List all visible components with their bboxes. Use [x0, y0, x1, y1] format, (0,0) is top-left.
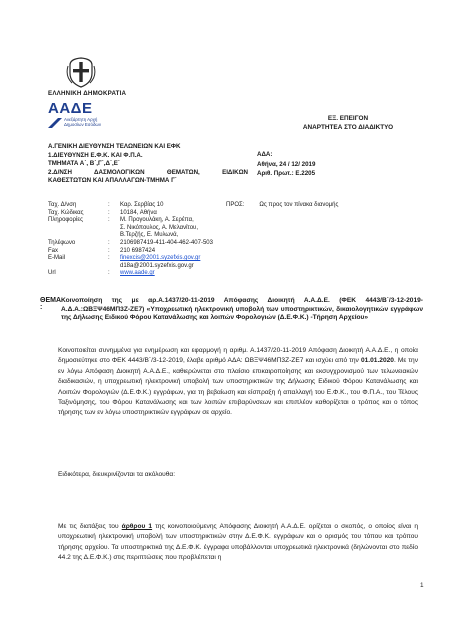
- email-link[interactable]: finexcis@2001.syzefxis.gov.gr: [120, 255, 201, 262]
- contact-row: [48, 240, 240, 248]
- email-secondary: d18a@2001.syzefxis.gov.gr: [120, 262, 194, 269]
- paragraph-text: της κοινοποιούμενης Απόφασης Διοικητή Α.Α.Δ.Ε. ορίζεται ο σκοπός, ο οποίος είναι η υποχρεωτική ηλεκτρονική υποβολή των υποστηρικτικών στην Δ.Ε.Φ.Κ. εγγράφων και ο ορισμός του τόπου και τρόπου τήρησης αρχείου. Τα υποστηρικτικά της Δ.Ε.Φ.Κ. έγγραφα υποβάλλονται υποχρεωτικά ηλεκτρονικά (δηλώνονται στο πεδίο 44.2 της Δ.Ε.Φ.Κ.) στις περιπτώσεις που προβλέπεται η: [58, 523, 418, 562]
- article-reference: άρθρου 1: [121, 523, 153, 530]
- ada-label: ΑΔΑ:: [257, 151, 273, 158]
- greek-emblem-icon: [66, 56, 96, 88]
- contact-label: Τηλέφωνο: [48, 239, 76, 246]
- republic-title: ΕΛΛΗΝΙΚΗ ΔΗΜΟΚΡΑΤΙΑ: [48, 90, 127, 97]
- body-paragraph: [58, 522, 418, 564]
- paragraph-text: . Με την εν λόγω Απόφαση Διοικητή Α.Α.Δ.Ε., καθιερώνεται στο πλαίσιο επικαιροποίησης και εκσυγχρονισμού των τελωνειακών διαδικασιών, η υποχρεωτική ηλεκτρονική υποβολή των υποστηρικτικών της Δήλωσης Ειδικού Φόρου Κατανάλωσης και Λοιπών Φορολογιών (Δ.Ε.Φ.Κ.) εγγράφων, για τη βεβαίωση και είσπραξη ή απαλλαγή του Ε.Φ.Κ., του Φ.Π.Α., του Τέλους Ταξινόμησης, του Φόρου Κατανάλωσης και των λοιπών επιβαρύνσεων και επιπλέον καθορίζεται ο τρόπος και ο τόπος τήρησης των εν λόγω υποστηρικτικών εγγράφων σε αρχείο.: [58, 357, 418, 417]
- paragraph-text: Με τις διατάξεις του: [58, 523, 122, 530]
- aade-acronym: ΑΑΔΕ: [48, 100, 93, 117]
- subject-block: [40, 297, 423, 323]
- aade-swoosh-icon: [48, 117, 62, 129]
- agency-line: 1.ΔΙΕΥΘΥΝΣΗ Ε.Φ.Κ. ΚΑΙ Φ.Π.Α.: [48, 151, 143, 159]
- recipient-value: Ως προς τον πίνακα διανομής: [259, 202, 339, 208]
- ada-block: [257, 150, 315, 179]
- agency-line: 2.Δ/ΝΣΗ ΔΑΣΜΟΛΟΓΙΚΩΝ ΘΕΜΑΤΩΝ, ΕΙΔΙΚΩΝ: [48, 168, 248, 176]
- contact-details: [48, 202, 240, 278]
- document-date: Αθήνα, 24 / 12/ 2019: [257, 160, 316, 168]
- contact-value-line: Μ. Προγουλάκη, Α. Σερέπα,: [120, 217, 194, 224]
- contact-colon: :: [108, 217, 110, 224]
- recipient: [226, 202, 338, 208]
- agency-block: [48, 143, 248, 186]
- protocol-number: Αριθ. Πρωτ.: Ε.2205: [257, 170, 316, 177]
- contact-row: [48, 217, 240, 240]
- contact-colon: :: [108, 202, 110, 208]
- paragraph-text: Κοινοποιείται συνημμένα για ενημέρωση και εφαρμογή η αριθμ. Α.1437/20-11-2019 Απόφαση Διοικητή Α.Α.Δ.Ε., η οποία δημοσιεύτηκε στο ΦΕΚ 4443/Β΄/3-12-2019, έλαβε αριθμό ΑΔΑ: ΩΒΞΨ46ΜΠ3Ζ-ΖΕ7 και ισχύει από την: [58, 347, 418, 365]
- effective-date: 01.01.2020: [360, 357, 394, 365]
- body-paragraph: [58, 346, 418, 419]
- contact-colon: :: [108, 209, 110, 216]
- urgency-label: ΕΞ. ΕΠΕΙΓΟΝ: [327, 115, 369, 122]
- contact-label: Fax: [48, 247, 59, 254]
- body-paragraph: Ειδικότερα, διευκρινίζονται τα ακόλουθα:: [58, 471, 176, 478]
- contact-colon: :: [108, 270, 110, 277]
- contact-colon: :: [108, 247, 110, 254]
- recipient-label: ΠΡΟΣ:: [226, 202, 245, 208]
- page-number: 1: [420, 582, 424, 589]
- email-value: [120, 255, 240, 270]
- agency-line: ΚΑΘΕΣΤΩΤΩΝ ΚΑΙ ΑΠΑΛΛΑΓΩΝ-ΤΜΗΜΑ Γ΄: [48, 177, 177, 185]
- contact-label: Ταχ. Δ/νση: [48, 202, 77, 208]
- subject-label: ΘΕΜΑ :: [40, 297, 61, 311]
- aade-subtitle-line1: Ανεξάρτητη Αρχή: [64, 117, 98, 122]
- contact-row: [48, 255, 240, 270]
- contact-row: [48, 202, 240, 210]
- contact-colon: :: [108, 239, 110, 246]
- contact-label: Πληροφορίες: [48, 217, 83, 224]
- contact-value-line: Σ. Νικόπουλος, Α. Μελανίτου,: [120, 224, 198, 231]
- contact-value-line: Β.Τερζής, Ε. Μυλωνά,: [120, 232, 179, 239]
- contact-value: 10184, Αθήνα: [120, 209, 157, 216]
- aade-logo: [48, 100, 128, 134]
- contact-value: Καρ. Σερβίας 10: [120, 202, 164, 208]
- website-link[interactable]: www.aade.gr: [120, 270, 155, 277]
- contact-label: Ταχ. Κώδικας: [48, 209, 84, 216]
- subject-text: Κοινοποίηση της με αρ.Α.1437/20-11-2019 Απόφασης Διοικητή Α.Α.Δ.Ε. (ΦΕΚ 4443/Β΄/3-12-2019- Α.Δ.Α.:ΩΒΞΨ46ΜΠ3Ζ-ΖΕ7) «Υποχρεωτική ηλεκτρονική υποβολή των υποστηρικτικών, δικαιολογητικών εγγράφων της Δήλωσης Ειδικού Φόρου Κατανάλωσης και λοιπών Φορολογιών (Δ.Ε.Φ.Κ.) -Τήρηση Αρχείου»: [61, 297, 423, 321]
- aade-subtitle-line2: Δημοσίων Εσόδων: [64, 122, 102, 128]
- post-online-label: ΑΝΑΡΤΗΤΕΑ ΣΤΟ ΔΙΑΔΙΚΤΥΟ: [302, 124, 394, 131]
- contact-row: [48, 270, 240, 278]
- url-value: [120, 270, 240, 278]
- contact-value: [120, 217, 240, 240]
- contact-row: [48, 248, 240, 256]
- phone-value: 2106987419-411-404-462-407-503: [120, 239, 213, 246]
- contact-label: E-Mail: [48, 255, 66, 262]
- contact-colon: :: [108, 255, 110, 262]
- agency-line: ΤΜΗΜΑΤΑ Α΄, Β΄,Γ΄,Δ΄,Ε΄: [48, 160, 120, 168]
- fax-value: 210 6987424: [120, 247, 156, 254]
- agency-line: Α.ΓΕΝΙΚΗ ΔΙΕΥΘΥΝΣΗ ΤΕΛΩΝΕΙΩΝ ΚΑΙ ΕΦΚ: [48, 143, 181, 150]
- urgency-block: [298, 114, 398, 132]
- contact-label: Url: [48, 270, 56, 277]
- aade-subtitle: [64, 117, 101, 127]
